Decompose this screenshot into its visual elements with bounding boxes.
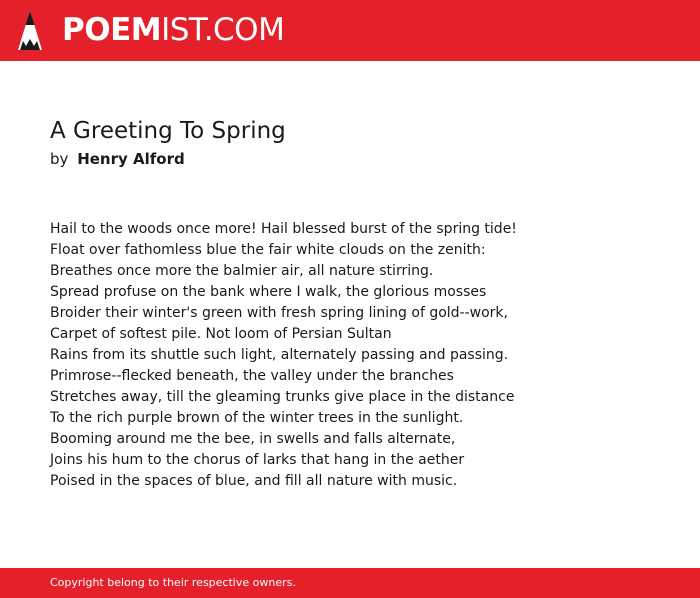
poem-line: To the rich purple brown of the winter trees in the sunlight. [50, 410, 464, 426]
site-logo[interactable] [62, 12, 284, 48]
site-footer [0, 568, 700, 598]
poem-line: Poised in the spaces of blue, and fill all nature with music. [50, 473, 458, 489]
poem-line: Carpet of softest pile. Not loom of Persian Sultan [50, 326, 392, 342]
poem-line: Joins his hum to the chorus of larks that hang in the aether [50, 452, 465, 468]
copyright-text: Copyright belong to their respective owners. [50, 576, 296, 589]
author-name: Henry Alford [77, 150, 185, 168]
logo-text-rest: IST.COM [161, 12, 285, 48]
poem-line: Spread profuse on the bank where I walk, the glorious mosses [50, 284, 487, 300]
byline [50, 148, 185, 170]
poem-line: Float over fathomless blue the fair white clouds on the zenith: [50, 242, 486, 258]
poem-title: A Greeting To Spring [50, 118, 286, 144]
by-label: by [50, 150, 69, 168]
poem-line: Booming around me the bee, in swells and falls alternate, [50, 431, 456, 447]
poem-line: Broider their winter's green with fresh spring lining of gold--work, [50, 305, 508, 321]
logo-text-bold: POEM [62, 12, 162, 48]
poem-body [50, 219, 517, 492]
site-header [0, 0, 700, 61]
poem-line: Primrose--flecked beneath, the valley under the branches [50, 368, 454, 384]
pencil-tip-icon[interactable] [17, 10, 43, 52]
poem-line: Breathes once more the balmier air, all nature stirring. [50, 263, 434, 279]
poem-line: Rains from its shuttle such light, alternately passing and passing. [50, 347, 509, 363]
poem-line: Hail to the woods once more! Hail blessed burst of the spring tide! [50, 221, 517, 237]
poem-line: Stretches away, till the gleaming trunks give place in the distance [50, 389, 515, 405]
